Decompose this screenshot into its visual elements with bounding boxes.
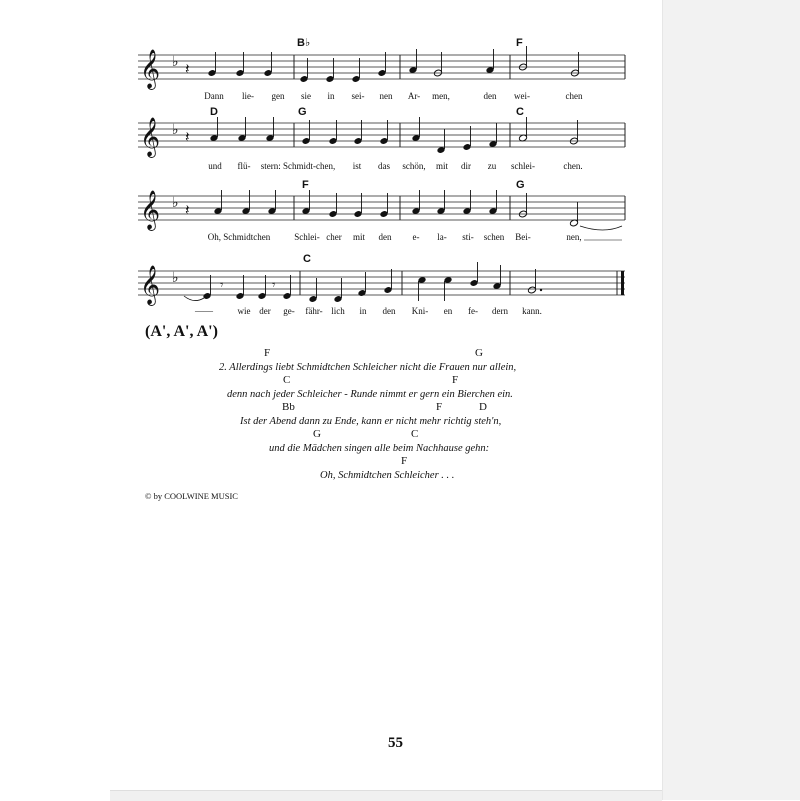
lyric-syllable: schen: [483, 232, 505, 242]
lyric-syllable: stern: Schmidt-chen,: [260, 161, 336, 171]
verse-chord: C: [411, 428, 419, 440]
lyric-syllable: Kni-: [411, 306, 429, 316]
treble-clef-icon: 𝄞: [140, 190, 161, 230]
chord-label: D: [210, 106, 218, 118]
key-flat-icon: ♭: [172, 122, 179, 138]
chord-label: C: [516, 106, 524, 118]
staff-system-3: [138, 179, 625, 242]
lyric-syllable: en: [443, 306, 453, 316]
section-label: (A', A', A'): [145, 323, 218, 340]
verse-chord: F: [452, 374, 459, 386]
lyric-syllable: men,: [432, 91, 450, 101]
lyric-syllable: den: [382, 306, 396, 316]
lyric-line-3: [208, 232, 622, 242]
lyric-syllable: e-: [412, 232, 420, 242]
lyric-line-1: [204, 91, 583, 101]
lyric-syllable: chen.: [563, 161, 583, 171]
lyric-syllable: schlei-: [511, 161, 535, 171]
lyric-syllable: dern: [492, 306, 508, 316]
lyric-syllable: sti-: [462, 232, 474, 242]
lyric-syllable: und: [208, 161, 222, 171]
notes: [202, 262, 542, 303]
lyric-syllable: kann.: [522, 306, 542, 316]
verse-chord: C: [283, 374, 291, 386]
chord-label: F: [302, 179, 309, 191]
verse-chord: F: [436, 401, 443, 413]
lyric-syllable: sei-: [351, 91, 365, 101]
verse-chord: Bb: [282, 401, 295, 413]
lyric-syllable: dir: [461, 161, 471, 171]
chord-label: G: [298, 106, 307, 118]
lyric-syllable: den: [483, 91, 497, 101]
lyric-syllable: Oh, Schmidtchen: [207, 232, 271, 242]
rest-icon: 𝄾: [272, 278, 276, 293]
lyric-syllable: ——: [195, 306, 213, 316]
lyric-syllable: wei-: [514, 91, 530, 101]
lyric-syllable: fähr-: [305, 306, 323, 316]
verse-line: denn nach jeder Schleicher - Runde nimmt er gern ein Bierchen ein.: [227, 389, 513, 400]
verse-chord: G: [475, 347, 483, 359]
treble-clef-icon: 𝄞: [140, 117, 161, 157]
lyric-syllable: in: [359, 306, 367, 316]
verse-chord: F: [401, 455, 408, 467]
lyric-syllable: Ar-: [407, 91, 421, 101]
key-flat-icon: ♭: [172, 54, 179, 70]
chord-label: F: [516, 37, 523, 49]
lyric-line-2: [208, 161, 582, 171]
lyric-syllable: lich: [331, 306, 345, 316]
notes: [209, 117, 578, 154]
lyric-syllable: nen: [379, 91, 393, 101]
lyric-syllable: in: [327, 91, 335, 101]
lyric-syllable: der: [259, 306, 271, 316]
rest-icon: 𝄾: [220, 278, 224, 293]
lyric-syllable: das: [378, 161, 390, 171]
rest-icon: 𝄽: [185, 128, 190, 146]
page-number: 55: [388, 735, 403, 751]
staff-system-4: [138, 253, 625, 316]
lyric-syllable: cher: [326, 232, 342, 242]
lyric-syllable: flü-: [237, 161, 251, 171]
staff-system-1: [138, 37, 625, 101]
key-flat-icon: ♭: [172, 270, 179, 286]
lyric-syllable: den: [378, 232, 392, 242]
chord-label: G: [516, 179, 525, 191]
staff-system-2: [138, 106, 625, 171]
lyric-syllable: ge-: [283, 306, 295, 316]
lyric-syllable: Dann: [204, 91, 224, 101]
lyric-syllable: gen: [271, 91, 285, 101]
chord-label: B♭: [297, 37, 311, 49]
lyric-syllable: sie: [301, 91, 311, 101]
key-flat-icon: ♭: [172, 195, 179, 211]
verse-line: 2. Allerdings liebt Schmidtchen Schleicher nicht die Frauen nur allein,: [219, 362, 517, 373]
notes: [207, 46, 579, 83]
lyric-line-4: [194, 306, 542, 316]
lyric-syllable: chen: [565, 91, 583, 101]
staff-lines: [138, 271, 625, 295]
lyric-syllable: zu: [487, 161, 497, 171]
lyric-syllable: mit: [435, 161, 449, 171]
verse-line: Oh, Schmidtchen Schleicher . . .: [320, 470, 455, 481]
lyric-syllable: ist: [352, 161, 362, 171]
lyric-syllable: nen,: [566, 232, 582, 242]
verse-line: und die Mädchen singen alle beim Nachhause gehn:: [269, 443, 490, 454]
lyric-syllable: Bei-: [515, 232, 531, 242]
verse-chord: D: [479, 401, 487, 413]
lyric-syllable: fe-: [468, 306, 478, 316]
lyric-syllable: mit: [352, 232, 366, 242]
chord-label: C: [303, 253, 311, 265]
final-barline: [621, 271, 624, 295]
lyric-syllable: Schlei-: [294, 232, 320, 242]
verse-2: [219, 347, 516, 481]
lyric-syllable: schön,: [402, 161, 426, 171]
lyric-syllable: wie: [237, 306, 251, 316]
verse-chord: F: [264, 347, 271, 359]
tie-icon: [184, 296, 204, 301]
copyright-notice: © by COOLWINE MUSIC: [145, 491, 238, 501]
rest-icon: 𝄽: [185, 60, 190, 78]
treble-clef-icon: 𝄞: [140, 49, 161, 89]
lyric-syllable: lie-: [242, 91, 254, 101]
rest-icon: 𝄽: [185, 201, 190, 219]
verse-chord: G: [313, 428, 321, 440]
lyric-syllable: la-: [437, 232, 447, 242]
treble-clef-icon: 𝄞: [140, 265, 161, 305]
verse-line: Ist der Abend dann zu Ende, kann er nicht mehr richtig steh'n,: [240, 416, 502, 427]
